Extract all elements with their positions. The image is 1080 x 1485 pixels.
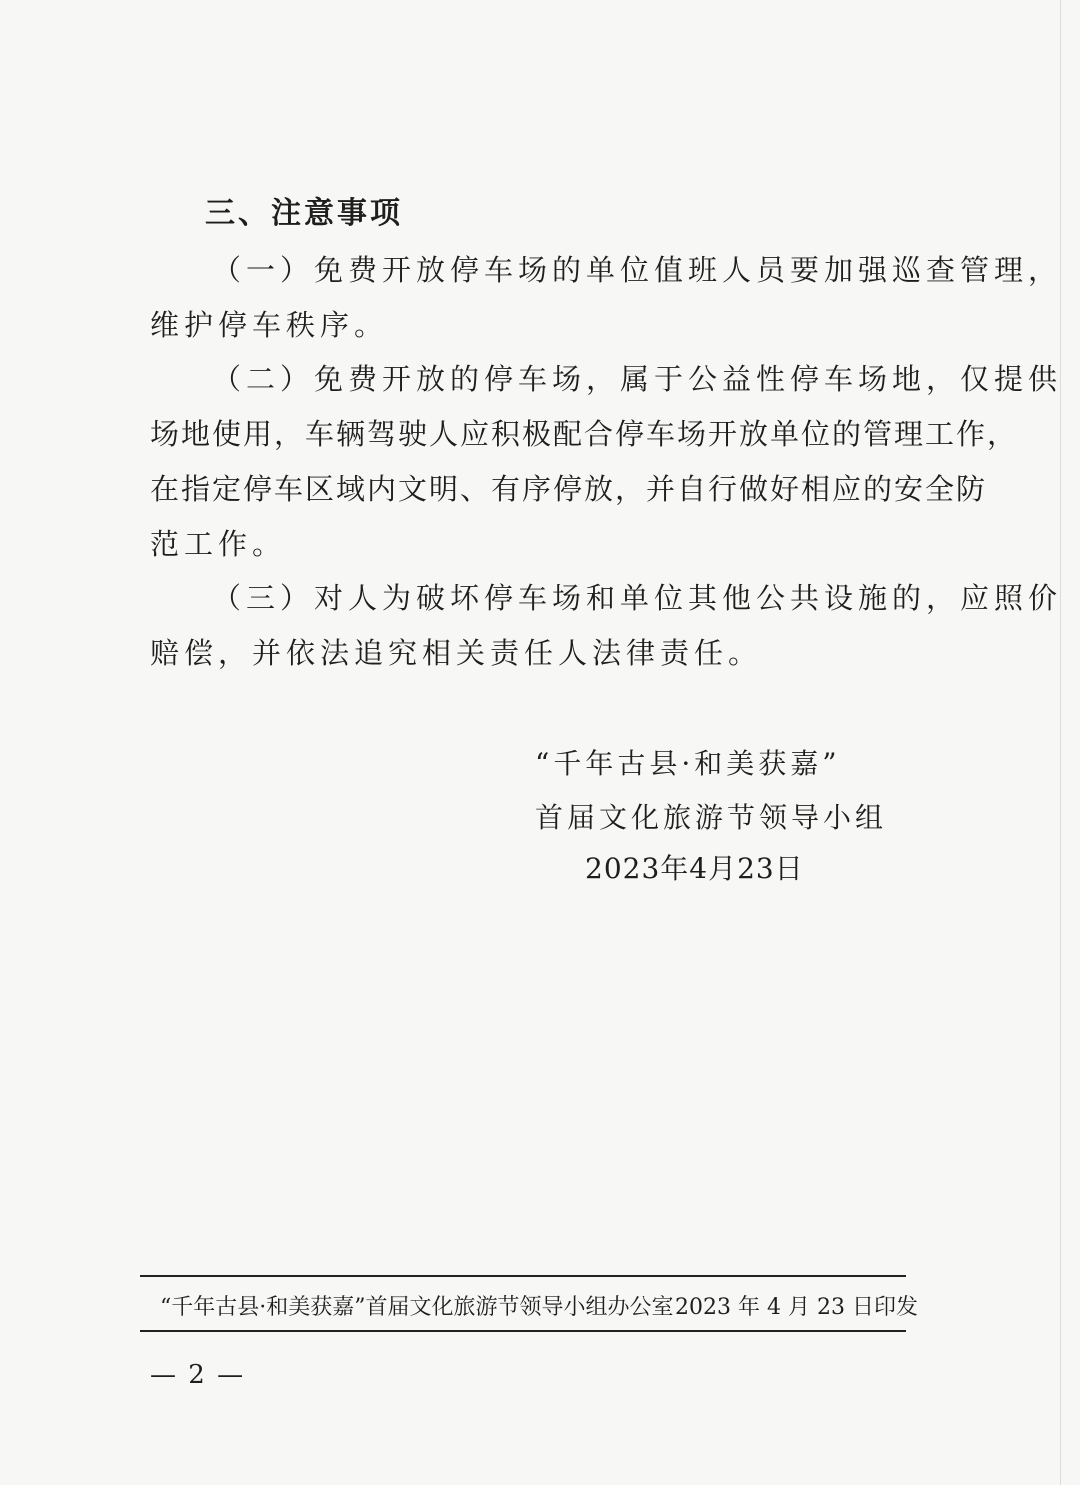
footer-issue-date: 2023 年 4 月 23 日印发 <box>675 1295 918 1320</box>
footer-bottom-rule <box>140 1330 906 1332</box>
footer-top-rule <box>140 1275 906 1277</box>
item-3-line-2: 赔偿，并依法追究相关责任人法律责任。 <box>150 636 763 670</box>
footer-issuer: “千年古县·和美获嘉”首届文化旅游节领导小组办公室 <box>160 1295 674 1320</box>
scan-edge-line <box>1060 0 1061 1485</box>
item-2-line-1: （二）免费开放的停车场，属于公益性停车场地，仅提供 <box>212 362 1063 396</box>
signature-date: 2023年4月23日 <box>585 852 804 885</box>
section-heading: 三、注意事项 <box>205 196 403 231</box>
item-1-line-2: 维护停车秩序。 <box>150 308 389 342</box>
item-3-line-1: （三）对人为破坏停车场和单位其他公共设施的，应照价 <box>212 581 1063 615</box>
item-2-line-3: 在指定停车区域内文明、有序停放，并自行做好相应的安全防 <box>150 472 988 506</box>
item-2-line-4: 范工作。 <box>150 527 287 561</box>
item-2-line-2: 场地使用，车辆驾驶人应积极配合停车场开放单位的管理工作， <box>150 417 1019 451</box>
item-1-line-1: （一）免费开放停车场的单位值班人员要加强巡查管理， <box>212 253 1063 287</box>
signature-organization: 首届文化旅游节领导小组 <box>535 801 888 834</box>
page-number: — 2 — <box>150 1360 246 1390</box>
signature-slogan: “千年古县·和美获嘉” <box>535 747 841 780</box>
